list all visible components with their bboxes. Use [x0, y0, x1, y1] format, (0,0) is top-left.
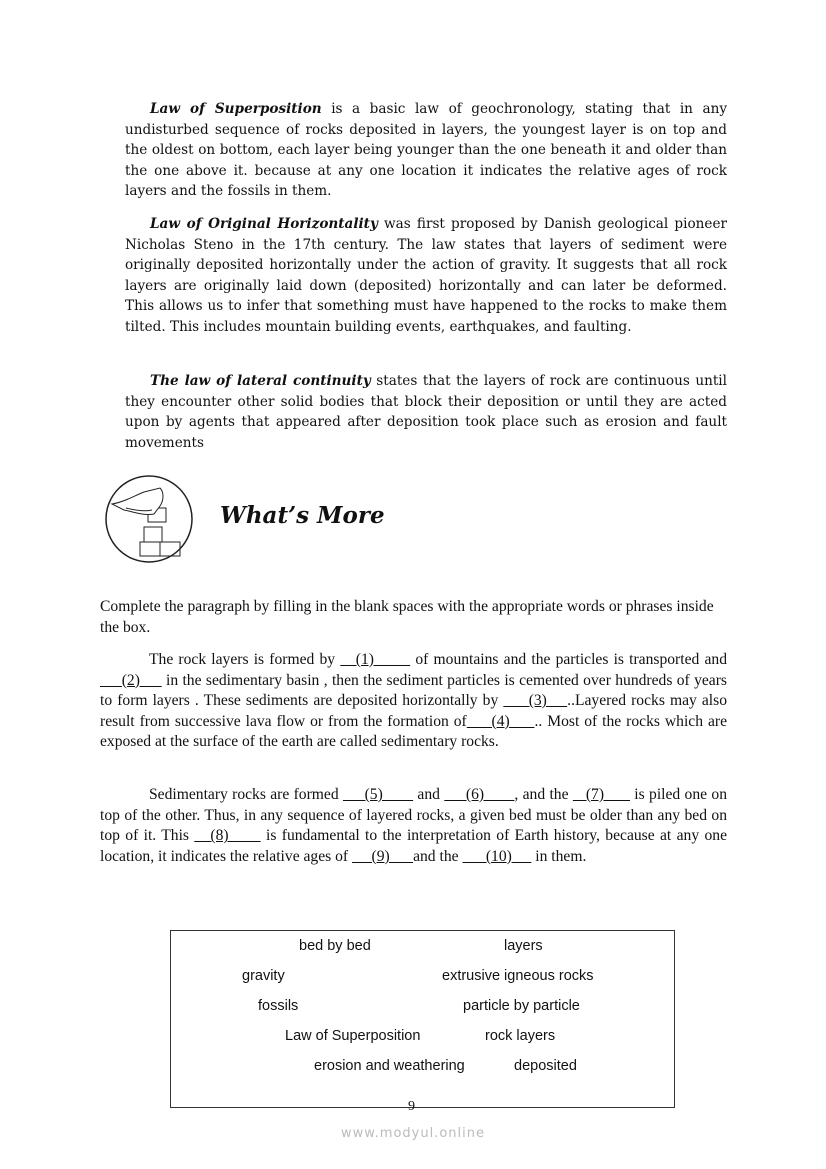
word-option: deposited [514, 1058, 577, 1074]
paragraph-text: The rock layers is formed by [149, 651, 341, 668]
paragraph-text: and [413, 786, 445, 803]
paragraph-text: in them. [531, 847, 587, 865]
word-option: bed by bed [299, 938, 371, 954]
blank-space: (1) [340, 651, 411, 668]
paragraph-text: Sedimentary rocks are formed [149, 786, 343, 803]
paragraph-text: is piled one on top of the other. Thus, in any sequence of layered rocks, a given bed must be older than any bed on top of it. This [100, 786, 727, 845]
law-term: Law of Superposition [150, 101, 322, 117]
page-number: 9 [408, 1099, 415, 1114]
word-option: erosion and weathering [314, 1058, 465, 1074]
paragraph-text: .. Most of the rocks which are exposed at the surface of the earth are called sedimentary rocks. [100, 712, 728, 751]
fill-in-paragraph-1 [100, 650, 727, 753]
word-option: rock layers [485, 1028, 556, 1044]
law-of-lateral-continuity-paragraph [125, 371, 727, 453]
word-option: Law of Superposition [285, 1028, 421, 1044]
blank-space: (5) [342, 786, 414, 803]
paragraph-text: is fundamental to the interpretation of Earth history, because at any one location, it indicates the relative ages of [100, 827, 727, 865]
fill-in-paragraph-2 [100, 785, 727, 867]
law-of-original-horizontality-paragraph [125, 214, 727, 338]
blank-space: (8) [194, 827, 261, 845]
blank-space: (7) [572, 786, 630, 803]
word-option: fossils [258, 998, 299, 1014]
paragraph-text: of mountains and the particles is transported and [410, 651, 727, 668]
blank-space: (9) [352, 847, 414, 865]
blank-space: (2) [100, 671, 162, 689]
section-title: What’s More [220, 502, 385, 529]
word-box [170, 930, 675, 1108]
law-text: states that the layers of rock are continuous until they encounter other solid bodies that block their deposition or until they are acted upon by agents that appeared after deposition took place such as erosion and fault movements [125, 373, 727, 451]
law-term: The law of lateral continuity [150, 373, 371, 389]
word-option: particle by particle [463, 998, 580, 1014]
law-term: Law of Original Horizontality [150, 216, 378, 232]
law-text: was first proposed by Danish geological pioneer Nicholas Steno in the 17th century. The law states that layers of sediment were originally deposited horizontally under the action of gravity. It suggests that all rock layers are originally laid down (deposited) horizontally and can later be deformed. This allows us to infer that something must have happened to the rocks to make them tilted. This includes mountain building events, earthquakes, and faulting. [125, 216, 727, 335]
paragraph-text: ..Layered rocks may also result from successive lava flow or from the formation of [100, 692, 727, 730]
blank-space: (6) [444, 786, 515, 803]
blank-space: (3) [503, 692, 568, 710]
paragraph-text: in the sedimentary basin , then the sediment particles is cemented over hundreds of years to form layers . These sediments are deposited horizontally by [100, 671, 727, 710]
hand-stacking-blocks-icon [104, 474, 194, 564]
word-option: layers [504, 938, 543, 954]
law-of-superposition-paragraph [125, 99, 727, 202]
blank-space: (10) [462, 847, 532, 865]
blank-space: (4) [466, 712, 535, 730]
word-option: gravity [242, 968, 285, 984]
paragraph-text: , and the [514, 786, 573, 803]
instructions: Complete the paragraph by filling in the blank spaces with the appropriate words or phrases inside the box. [100, 598, 714, 636]
law-text: is a basic law of geochronology, stating that in any undisturbed sequence of rocks deposited in layers, the youngest layer is on top and the oldest on bottom, each layer being younger than the one beneath it and older than the one above it. because at any one location it indicates the relative ages of rock layers and the fossils in them. [125, 101, 727, 200]
word-option: extrusive igneous rocks [442, 968, 594, 984]
paragraph-text: and the [413, 847, 463, 865]
watermark: www.modyul.online [340, 1126, 486, 1141]
